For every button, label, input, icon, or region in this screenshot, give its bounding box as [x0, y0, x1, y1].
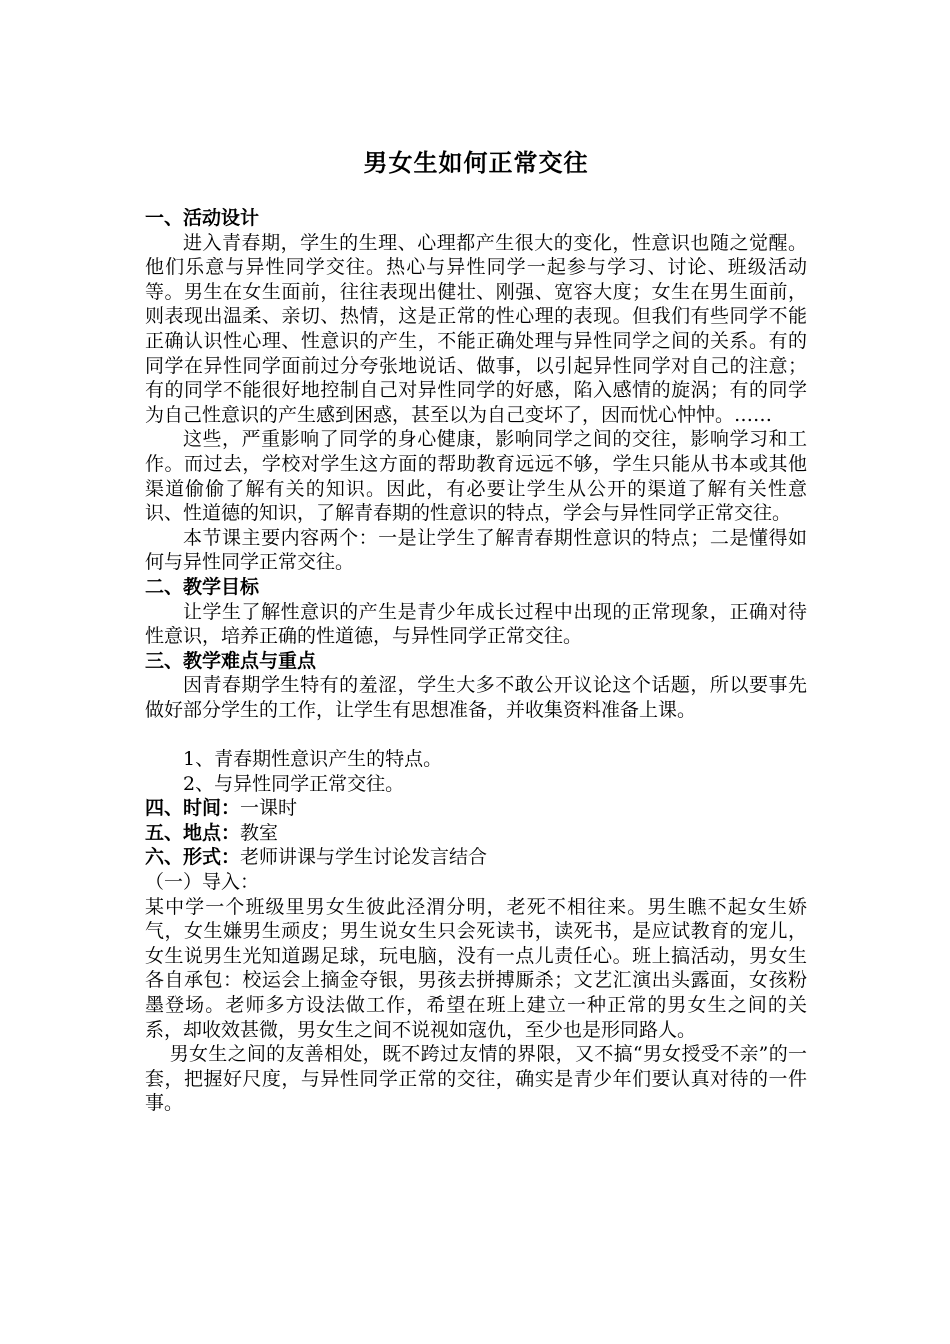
section-location [145, 821, 807, 846]
paragraph: 这些，严重影响了同学的身心健康，影响同学之间的交往，影响学习和工作。而过去，学校对学生这方面的帮助教育远远不够，学生只能从书本或其他渠道偷偷了解有关的知识。因此，有必要让学生从公开的渠道了解有关性意识、性道德的知识，了解青春期的性意识的特点，学会与异性同学正常交往。 [145, 428, 807, 525]
section-heading-teaching-goals: 二、教学目标 [145, 575, 260, 598]
paragraph: 本节课主要内容两个：一是让学生了解青春期性意识的特点；二是懂得如何与异性同学正常交往。 [145, 526, 807, 574]
section-heading-key-points: 三、教学难点与重点 [145, 649, 317, 672]
paragraph: 因青春期学生特有的羞涩，学生大多不敢公开议论这个话题，所以要事先做好部分学生的工作，让学生有思想准备，并收集资料准备上课。 [145, 674, 807, 721]
section-format [145, 845, 807, 870]
subsection-heading-intro: （一）导入： [145, 871, 260, 894]
list-item: 2、与异性同学正常交往。 [183, 772, 405, 795]
paragraph: 进入青春期，学生的生理、心理都产生很大的变化，性意识也随之觉醒。他们乐意与异性同学交往。热心与异性同学一起参与学习、讨论、班级活动等。男生在女生面前，往往表现出健壮、刚强、宽容大度；女生在男生面前，则表现出温柔、亲切、热情，这是正常的性心理的表现。但我们有些同学不能正确认识性心理、性意识的产生，不能正确处理与异性同学之间的关系。有的同学在异性同学面前过分夸张地说话、做事，以引起异性同学对自己的注意；有的同学不能很好地控制自己对异性同学的好感，陷入感情的旋涡；有的同学为自己性意识的产生感到困惑，甚至以为自己变坏了，因而忧心忡忡。…… [145, 231, 807, 426]
section-label: 六、形式： [145, 846, 241, 869]
section-value: 老师讲课与学生讨论发言结合 [240, 846, 488, 869]
document-body [145, 206, 807, 1116]
section-time [145, 796, 807, 821]
section-value: 教室 [240, 821, 279, 844]
section-heading-activity-design: 一、活动设计 [145, 207, 260, 229]
section-label: 五、地点： [145, 821, 241, 844]
paragraph: 某中学一个班级里男女生彼此泾渭分明，老死不相往来。男生瞧不起女生娇气，女生嫌男生顽皮；男生说女生只会死读书，读死书，是应试教育的宠儿，女生说男生光知道踢足球，玩电脑，没有一点儿责任心。班上搞活动，男女生各自承包：校运会上摘金夺银，男孩去拼搏厮杀；文艺汇演出头露面，女孩粉墨登场。老师多方设法做工作，希望在班上建立一种正常的男女生之间的关系，却收效甚微，男女生之间不说视如寇仇，至少也是形同路人。 [145, 895, 807, 1041]
document-title: 男女生如何正常交往 [363, 148, 589, 177]
blank-line [145, 722, 807, 747]
section-value: 一课时 [240, 797, 298, 820]
paragraph: 男女生之间的友善相处，既不跨过友情的界限，又不搞“男女授受不亲”的一套，把握好尺度，与异性同学正常的交往，确实是青少年们要认真对待的一件事。 [145, 1043, 807, 1115]
paragraph: 让学生了解性意识的产生是青少年成长过程中出现的正常现象，正确对待性意识，培养正确的性道德，与异性同学正常交往。 [145, 600, 807, 648]
section-label: 四、时间： [145, 797, 241, 820]
list-item: 1、青春期性意识产生的特点。 [183, 748, 443, 771]
